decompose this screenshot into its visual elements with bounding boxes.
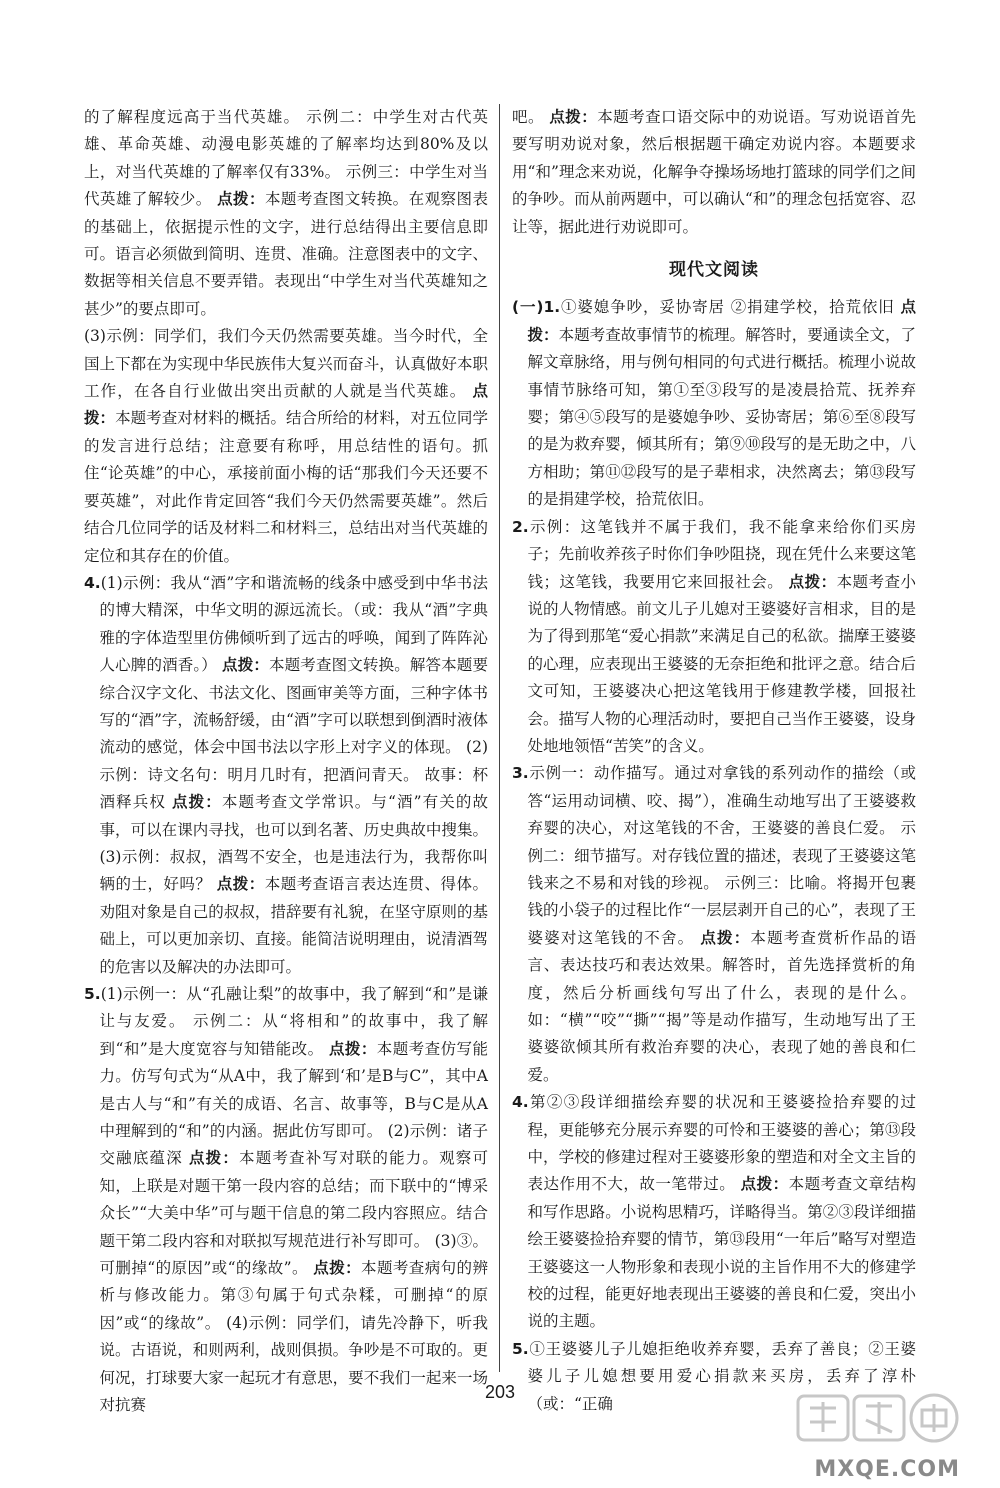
text: 本题考查图文转换。解答本题要综合汉字文化、书法文化、图画审美等方面，三种字体书写的“酒”字，流畅舒缓，由“酒”字可以联想到倒酒时液体流动的感觉，体会中国书法以字形上对字义的体现。 (2)示例：诗文名句：明月几时有，把酒问青天。 故事：杯酒释兵权: [99, 656, 488, 812]
text: 本题考查文章结构和写作思路。小说构思精巧，详略得当。第②③段详细描绘王婆婆捡拾弃婴的情节，第⑬段用“一年后”略写对塑造王婆婆这一人物形象和表现小说的主旨作用不大的修建学校的过程，能更好地表现出王婆婆的善良和仁爱，突出小说的主题。: [527, 1175, 916, 1331]
hint-label: 点拨：: [527, 298, 916, 344]
paragraph: [84, 323, 488, 570]
question-number: 4.: [84, 573, 101, 592]
answer-4: [84, 570, 488, 981]
text: 本题考查图文转换。在观察图表的基础上，依据提示性的文字，进行总结得出主要信息即可。语言必须做到简明、连贯、准确。注意图表中的文字、数据等相关信息不要弄错。表现出“中学生对当代英雄知之甚少”的要点即可。: [84, 190, 488, 318]
text: 本题考查对材料的概括。结合所给的材料，对五位同学的发言进行总结；注意要有称呼，用总结性的语句。抓住“论英雄”的中心，承接前面小梅的话“那我们今天还要不要英雄”，对此作肯定回答“我们今天仍然需要英雄”。然后结合几位同学的话及材料二和材料三，总结出对当代英雄的定位和其存在的价值。: [84, 409, 488, 565]
column-divider: [499, 104, 500, 1372]
text: 吧。: [512, 108, 544, 126]
text: 第②③段详细描绘弃婴的状况和王婆婆捡拾弃婴的过程，更能够充分展示弃婴的可怜和王婆婆的善心；第⑬段中，学校的修建过程对王婆婆形象的塑造和对全文主旨的表达作用不大，故一笔带过。: [527, 1093, 916, 1194]
question-number: 4.: [512, 1093, 529, 1112]
answer-2: [512, 514, 916, 761]
question-number: 5.: [512, 1339, 529, 1358]
text: 本题考查仿写能力。仿写句式为“从A中，我了解到‘和’是B与C”，其中A是古人与“和”有关的成语、名言、故事等，B与C是从A中理解到的“和”的内涵。据此仿写即可。 (2)示例：诸子交融底蕴深: [99, 1039, 488, 1168]
text: 本题考查补写对联的能力。观察可知，上联是对题干第一段内容的总结；而下联中的“博采众长”“大美中华”可与题干信息的第二段内容照应。结合题干第二段内容和对联拟写规范进行补写即可。 (3)③。可删掉“的原因”或“的缘故”。: [99, 1149, 488, 1278]
answer-3: [512, 760, 916, 1089]
text: 本题考查口语交际中的劝说语。写劝说语首先要写明劝说对象，然后根据题干确定劝说内容。本题要求用“和”理念来劝说，化解争夺操场场地打篮球的同学们之间的争吵。而从前两题中，可以确认“和”的理念包括宽容、忍让等，据此进行劝说即可。: [512, 108, 916, 236]
watermark-site-text: MXQE.COM: [814, 1457, 960, 1482]
hint-label: 点拨：: [216, 875, 265, 894]
text: (1)示例：我从“酒”字和谐流畅的线条中感受到中华书法的博大精深，中华文明的源远流长。（或：我从“酒”字典雅的字体造型里仿佛倾听到了远古的呼唤，闻到了阵阵沁人心脾的酒香。）: [99, 573, 488, 675]
text: 的了解程度远高于当代英雄。 示例二：中学生对古代英雄、革命英雄、动漫电影英雄的了解率均达到80%及以上，对当代英雄的了解率仅有33%。 示例三：中学生对当代英雄了解较少。: [84, 108, 488, 209]
hint-label: 点拨：: [328, 1039, 377, 1058]
text: ①婆媳争吵，妥协寄居 ②捐建学校，拾荒依旧: [560, 298, 895, 317]
text: (3)示例：同学们，我们今天仍然需要英雄。当今时代，全国上下都在为实现中华民族伟大复兴而奋斗，认真做好本职工作，在各自行业做出突出贡献的人就是当代英雄。: [84, 327, 488, 401]
question-number: 2.: [512, 517, 529, 536]
page-number: 203: [484, 1382, 516, 1402]
text: 本题考查语言表达连贯、得体。劝阻对象是自己的叔叔，措辞要有礼貌，在坚守原则的基础上，可以更加亲切、直接。能简洁说明理由，说清酒驾的危害以及解决的办法即可。: [99, 875, 488, 976]
hint-label: 点拨：: [700, 928, 751, 947]
hint-label: 点拨：: [217, 190, 265, 209]
text: 本题考查故事情节的梳理。解答时，要通读全文，了解文章脉络，用与例句相同的句式进行概括。梳理小说故事情节脉络可知，第①至③段写的是凌晨拾荒、抚养弃婴；第④⑤段写的是婆媳争吵、妥协寄居；第⑥至⑧段写的是为救弃婴，倾其所有；第⑨⑩段写的是无助之中，八方相助；第⑪⑫段写的是子辈相求，决然离去；第⑬段写的是捐建学校，拾荒依旧。: [527, 325, 916, 509]
section-title: 现代文阅读: [669, 260, 759, 281]
text: 本题考查病句的辨析与修改能力。第③句属于句式杂糅，可删掉“的原因”或“的缘故”。 (4)示例：同学们，请先冷静下，听我说。古语说，和则两利，战则俱损。争吵是不可取的。更何况，打球要大家一起玩才有意思，要不我们一起来一场对抗赛: [99, 1259, 488, 1415]
right-column: [512, 104, 916, 1418]
hint-label: 点拨：: [313, 1259, 362, 1278]
hint-label: 点拨：: [222, 656, 269, 675]
text: ①王婆婆儿子儿媳拒绝收养弃婴，丢弃了善良；②王婆婆儿子儿媳想要用爱心捐款来买房，丢弃了淳朴（或：“正确: [527, 1339, 916, 1413]
question-number: (一)1.: [512, 298, 561, 317]
hint-label: 点拨：: [188, 1149, 240, 1168]
question-number: 3.: [512, 764, 529, 783]
question-number: 5.: [84, 985, 101, 1003]
hint-label: 点拨：: [740, 1175, 789, 1194]
left-column: [84, 104, 488, 1420]
hint-label: 点拨：: [172, 793, 222, 812]
hint-label: 点拨：: [788, 572, 837, 591]
answer-4: [512, 1089, 916, 1336]
answer-5: [84, 981, 488, 1420]
text: 本题考查文学常识。与“酒”有关的故事，可以在课内寻找，也可以到名著、历史典故中搜集。 (3)示例：叔叔，酒驾不安全，也是违法行为，我帮你叫辆的士，好吗？: [99, 793, 488, 894]
text: 本题考查小说的人物情感。前文儿子儿媳对王婆婆好言相求，目的是为了得到那笔“爱心捐款”来满足自己的私欲。揣摩王婆婆的心理，应表现出王婆婆的无奈拒绝和批评之意。结合后文可知，王婆婆决心把这笔钱用于修建教学楼，回报社会。描写人物的心理活动时，要把自己当作王婆婆，设身处地地领悟“苦笑”的含义。: [527, 572, 916, 755]
paragraph: [512, 104, 916, 241]
paragraph: [84, 104, 488, 323]
text: 示例一：动作描写。通过对拿钱的系列动作的描绘（或答“运用动词横、咬、揭”），准确生动地写出了王婆婆救弃婴的决心，对这笔钱的不舍，王婆婆的善良仁爱。 示例二：细节描写。对存钱位置的描述，表现了王婆婆这笔钱来之不易和对钱的珍视。 示例三：比喻。将揭开包裹钱的小袋子的过程比作“一层层剥开自己的心”，表现了王婆婆对这笔钱的不舍。: [527, 764, 916, 947]
hint-label: 点拨：: [84, 382, 488, 428]
text: 本题考查赏析作品的语言、表达技巧和表达效果。解答时，首先选择赏析的角度，然后分析画线句写出了什么，表现的是什么。如：“横”“咬”“撕”“揭”等是动作描写，生动地写出了王婆婆欲倾其所有救治弃婴的决心，表现了她的善良和仁爱。: [527, 928, 916, 1084]
answer-1: [512, 294, 916, 513]
hint-label: 点拨：: [549, 108, 598, 126]
text: (1)示例一：从“孔融让梨”的故事中，我了解到“和”是谦让与友爱。 示例二：从“将相和”的故事中，我了解到“和”是大度宽容与知错能改。: [99, 985, 488, 1058]
text: 示例：这笔钱并不属于我们，我不能拿来给你们买房子；先前收养孩子时你们争吵阻挠，现在凭什么来要这笔钱；这笔钱，我要用它来回报社会。: [527, 517, 916, 591]
